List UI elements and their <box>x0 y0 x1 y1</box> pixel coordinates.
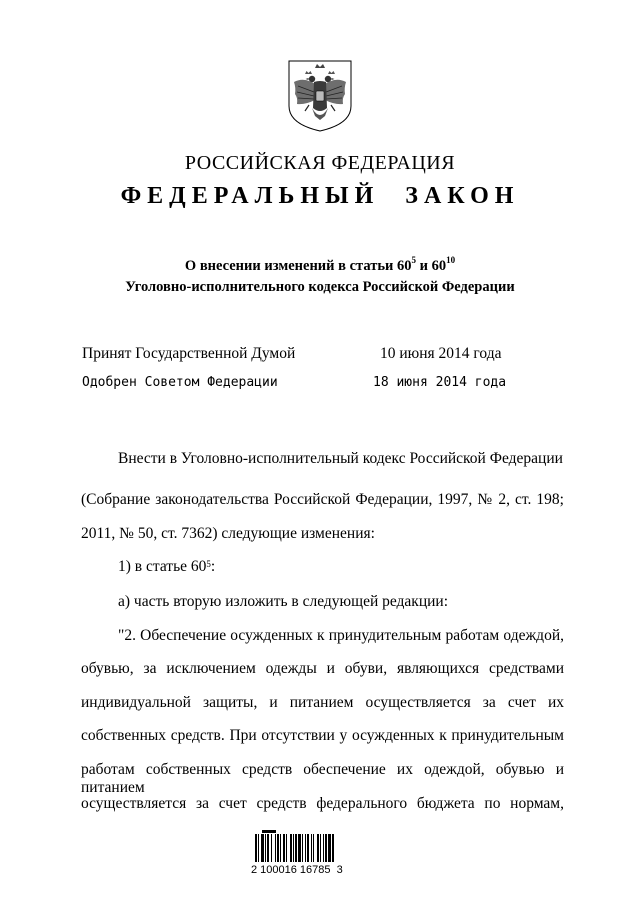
quoted-text-line-1: "2. Обеспечение осужденных к принудительным работам одеждой, <box>118 627 564 644</box>
law-title-superscript-2: 10 <box>446 255 456 265</box>
amendment-item-a: а) часть вторую изложить в следующей редакции: <box>118 593 449 610</box>
quoted-text-line-6: осуществляется за счет средств федерального бюджета по нормам, <box>81 795 564 812</box>
quoted-text-line-3: индивидуальной защиты, и питанием осуществляется за счет их <box>81 694 564 711</box>
amendment-item-1-text: 1) в статье 60 <box>118 558 207 575</box>
duma-adoption-date: 10 июня 2014 года <box>380 345 502 362</box>
body-paragraph-1-line-2: (Собрание законодательства Российской Федерации, 1997, № 2, ст. 198; <box>81 491 564 508</box>
law-title-line-1 <box>0 255 640 275</box>
quoted-text-line-2: обувью, за исключением одежды и обуви, являющихся средствами <box>81 660 564 677</box>
country-heading: РОССИЙСКАЯ ФЕДЕРАЦИЯ <box>184 152 456 174</box>
law-title-superscript-1: 5 <box>411 255 416 265</box>
amendment-item-1-colon: : <box>210 558 216 575</box>
amendment-item-1-superscript: 5 <box>206 559 211 569</box>
amendment-item-1 <box>118 558 601 576</box>
quoted-text-line-5: работам собственных средств обеспечение их одеждой, обувью и питанием <box>81 761 564 796</box>
law-title-text-a: О внесении изменений в статьи 60 <box>184 258 412 274</box>
document-type-heading: ФЕДЕРАЛЬНЫЙ ЗАКОН <box>120 183 520 209</box>
law-title-text-b: и 60 <box>415 258 447 274</box>
coat-of-arms-emblem <box>285 58 355 134</box>
law-title-line-2: Уголовно-исполнительного кодекса Российской Федерации <box>125 279 515 295</box>
quoted-text-line-4: собственных средств. При отсутствии у осужденных к принудительным <box>81 727 564 744</box>
duma-adoption-label: Принят Государственной Думой <box>82 345 296 362</box>
barcode-number: 2 100016 16785 3 <box>251 864 343 876</box>
barcode <box>254 830 366 868</box>
council-approval-date: 18 июня 2014 года <box>373 375 507 390</box>
body-paragraph-1-line-1: Внести в Уголовно-исполнительный кодекс Российской Федерации <box>118 450 563 467</box>
council-approval-label: Одобрен Советом Федерации <box>82 375 278 390</box>
body-paragraph-1-line-3: 2011, № 50, ст. 7362) следующие изменения: <box>81 525 375 542</box>
